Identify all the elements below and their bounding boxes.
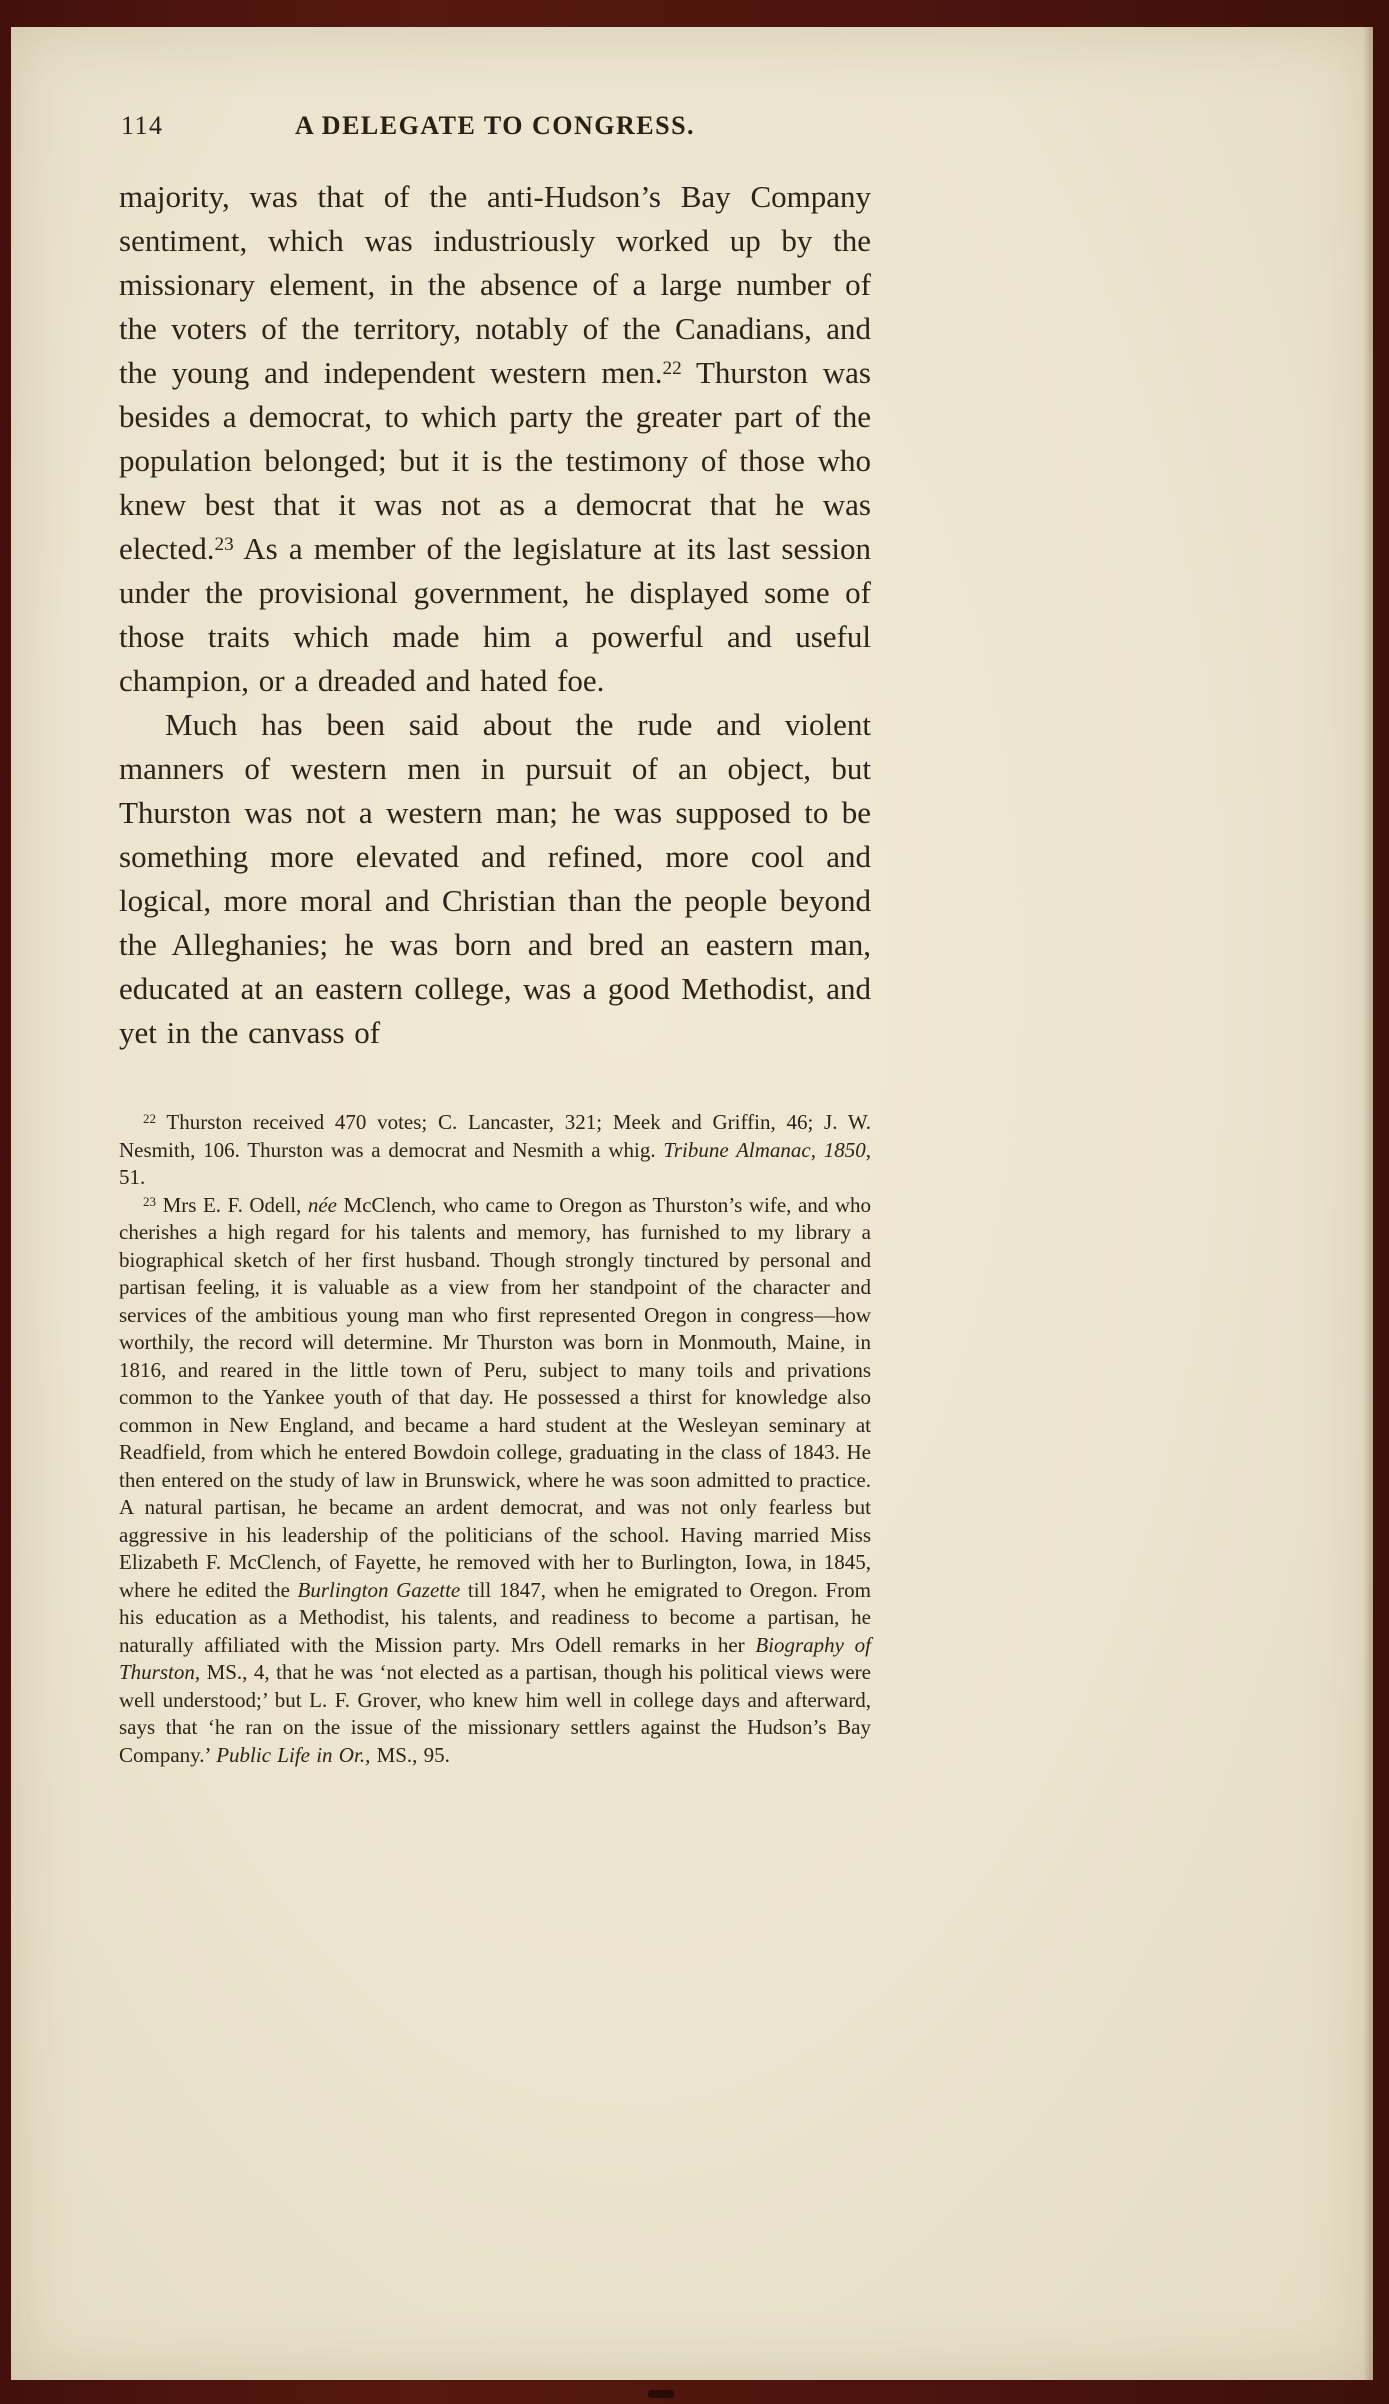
paragraph-2 bbox=[119, 703, 871, 1055]
scan-artifact-mark bbox=[648, 2390, 674, 2398]
paragraph-1 bbox=[119, 175, 871, 703]
running-header bbox=[119, 111, 871, 149]
book-page bbox=[11, 27, 1373, 2380]
text-segment: As a member of the legislature at its last session under the provisional government, he displayed some of those traits which made him a powerful and useful champion, or a dreaded and hated foe. bbox=[119, 531, 871, 698]
text-segment: McClench, who came to Oregon as Thurston’s wife, and who cherishes a high regard for his talents and memory, has furnished to my library a biographical sketch of her first husband. Though strongly tinctured by personal and partisan feeling, it is valuable as a view from her standpoint of the character and services of the ambitious young man who first represented Oregon in congress—how worthily, the record will determine. Mr Thurston was born in Monmouth, Maine, in 1816, and reared in the little town of Peru, subject to many toils and privations common to the Yankee youth of that day. He possessed a thirst for knowledge also common in New England, and became a hard student at the Wesleyan seminary at Readfield, from which he entered Bowdoin college, graduating in the class of 1843. He then entered on the study of law in Brunswick, where he was soon admitted to practice. A natural partisan, he became an ardent democrat, and was not only fearless but aggressive in his leadership of the politicians of the school. Having married Miss Elizabeth F. McClench, of Fayette, he removed with her to Burlington, Iowa, in 1845, where he edited the bbox=[119, 1192, 871, 1602]
footnote-reference: 23 bbox=[214, 534, 234, 556]
text-segment: till 1847, when he emigrated to Oregon. From his education as a Methodist, his talents, and readiness to become a partisan, he naturally affiliated with the Mission party. Mrs Odell remarks in her bbox=[119, 1577, 871, 1657]
text-segment: , 51. bbox=[119, 1137, 871, 1189]
footnotes-block bbox=[119, 1109, 871, 1769]
text-segment: Public Life in Or. bbox=[216, 1742, 366, 1767]
footnote-reference: 22 bbox=[143, 1111, 157, 1127]
text-segment: Tribune Almanac, 1850 bbox=[663, 1137, 866, 1162]
running-title: A DELEGATE TO CONGRESS. bbox=[294, 111, 696, 140]
text-segment: Thurston received 470 votes; C. Lancaster, 321; Meek and Griffin, 46; J. W. Nesmith, 106. Thurston was a democrat and Nesmith a whig. bbox=[119, 1110, 871, 1162]
page-edge-shadow bbox=[1363, 27, 1373, 2380]
text-segment: Burlington Gazette bbox=[297, 1577, 461, 1602]
footnote-reference: 23 bbox=[143, 1193, 157, 1209]
text-segment: Thurston was besides a democrat, to which party the greater part of the population belonged; but it is the testimony of those who knew best that it was not as a democrat that he was elected. bbox=[119, 355, 871, 566]
footnote-22 bbox=[119, 1109, 871, 1192]
text-segment: majority, was that of the anti-Hudson’s Bay Company sentiment, which was industriously worked up by the missionary element, in the absence of a large number of the voters of the territory, notably of the Canadians, and the young and independent western men. bbox=[119, 179, 871, 390]
text-segment: Biography of Thurston bbox=[119, 1632, 871, 1684]
text-segment: , MS., 95. bbox=[365, 1742, 450, 1767]
text-segment: , MS., 4, that he was ‘not elected as a partisan, though his political views were well understood;’ but L. F. Grover, who knew him well in college days and afterward, says that ‘he ran on the issue of the missionary settlers against the Hudson’s Bay Company.’ bbox=[119, 1660, 871, 1767]
text-segment: Much has been said about the rude and violent manners of western men in pursuit of an object, but Thurston was not a western man; he was supposed to be something more elevated and refined, more cool and logical, more moral and Christian than the people beyond the Alleghanies; he was born and bred an eastern man, educated at an eastern college, was a good Methodist, and yet in the canvass of bbox=[119, 707, 871, 1050]
text-segment: Mrs E. F. Odell, bbox=[156, 1192, 308, 1217]
text-segment: née bbox=[307, 1192, 337, 1217]
footnote-reference: 22 bbox=[662, 358, 682, 380]
page-number: 114 bbox=[121, 111, 164, 140]
body-text bbox=[119, 175, 871, 1055]
footnote-23 bbox=[119, 1192, 871, 1770]
text-column bbox=[119, 27, 871, 1769]
